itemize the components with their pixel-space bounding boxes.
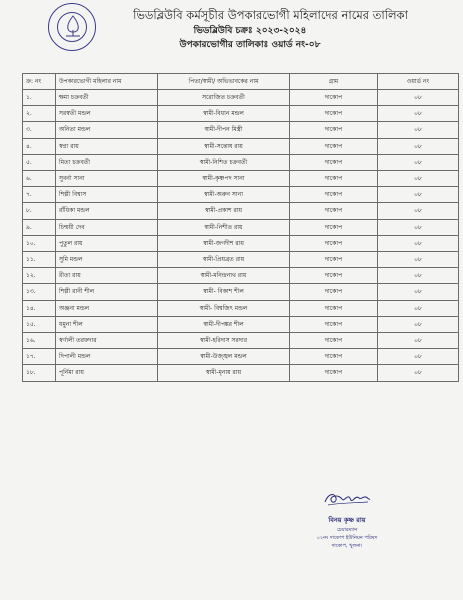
cell-beneficiary-name: মিতা চক্রবর্তী [56,154,158,170]
cell-village: দাকোপ [290,365,378,381]
cell-beneficiary-name: রাঁধিকা মন্ডল [56,203,158,219]
cell-serial: ৪. [23,138,56,154]
cell-beneficiary-name: সুমি মন্ডল [56,252,158,268]
beneficiary-list-label: উপকারভোগীর তালিকাঃ ওয়ার্ড নং-০৮ [179,40,321,50]
table-row [23,122,459,138]
signatory-address: দাকোপ, খুলনা। [331,543,363,549]
cell-guardian-name: স্বামী-কৃষ্ণপদ সানা [158,171,290,187]
cell-beneficiary-name: রীতা রায় [56,268,158,284]
col-header-serial: ক্র: নং [23,74,56,90]
table-row [23,284,459,300]
table-row [23,154,459,170]
cell-serial: ১২. [23,268,56,284]
cell-ward: ০৮ [378,106,459,122]
cell-serial: ৫. [23,154,56,170]
cell-beneficiary-name: সরস্বতী মন্ডল [56,106,158,122]
cell-guardian-name: স্বামী-বিধান মন্ডল [158,106,290,122]
cell-beneficiary-name: যমুনা শীল [56,316,158,332]
cell-guardian-name: স্বামী-মৃনায় রায় [158,365,290,381]
table-row [23,171,459,187]
cell-beneficiary-name: স্বপ্না রায় [56,138,158,154]
cell-serial: ১. [23,90,56,106]
cell-beneficiary-name: অঞ্জনা মন্ডল [56,300,158,316]
cell-guardian-name: স্বামী-প্রকাশ রায় [158,203,290,219]
table-row [23,187,459,203]
cell-beneficiary-name: দিপালী মন্ডল [56,349,158,365]
table-row [23,300,459,316]
cell-serial: ৯. [23,219,56,235]
seal-emblem-icon [62,14,84,40]
cell-village: দাকোপ [290,203,378,219]
cell-village: দাকোপ [290,284,378,300]
cell-guardian-name: স্বামী-উজ্জ্বল মন্ডল [158,349,290,365]
cell-guardian-name: স্বামী-প্রিয়ব্রত রায় [158,252,290,268]
cell-beneficiary-name: অনিতা মন্ডল [56,122,158,138]
cell-village: দাকোপ [290,171,378,187]
cell-beneficiary-name: ক্ষমা চক্রবর্তী [56,90,158,106]
cell-ward: ০৮ [378,203,459,219]
cell-village: দাকোপ [290,316,378,332]
cell-village: দাকোপ [290,219,378,235]
col-header-name: উপকারভোগী মহিলার নাম [56,74,158,90]
table-row [23,90,459,106]
table-row [23,268,459,284]
table-row [23,252,459,268]
table-row [23,333,459,349]
cell-beneficiary-name: সুবর্না সানা [56,171,158,187]
col-header-ward: ওয়ার্ড নং [378,74,459,90]
cell-serial: ২. [23,106,56,122]
cell-serial: ৩. [23,122,56,138]
cell-ward: ০৮ [378,219,459,235]
cell-guardian-name: স্বামী-সন্তোষ রায় [158,138,290,154]
cell-beneficiary-name: শিল্পী রানী শীল [56,284,158,300]
cell-guardian-name: স্বামী-মনিন্দ্রনাথ রায় [158,268,290,284]
signatory-office: ০২নং দাকোপ ইউনিয়ন পরিষদ [316,535,378,541]
cell-guardian-name: সরোজিত চক্রবর্তী [158,90,290,106]
cell-village: দাকোপ [290,333,378,349]
cell-ward: ০৮ [378,349,459,365]
cell-guardian-name: স্বামী-নিশীত রায় [158,219,290,235]
cell-ward: ০৮ [378,333,459,349]
cell-beneficiary-name: পুতুল রায় [56,235,158,251]
cell-guardian-name: স্বামী-অরুন সানা [158,187,290,203]
cell-village: দাকোপ [290,235,378,251]
document-title: ভিডব্লিউবি কর্মসূচীর উপকারভোগী মহিলাদের নামের তালিকা [133,8,408,22]
cell-ward: ০৮ [378,316,459,332]
signatory-name: বিনয় কৃষ্ণ রায় [328,516,366,524]
table-header-row [23,74,459,90]
col-header-guardian: পিতা/স্বামী/ অভিভাবকের নাম [158,74,290,90]
cell-serial: ১৩. [23,284,56,300]
cell-guardian-name: স্বামী-হরিদাস সরদার [158,333,290,349]
cell-guardian-name: স্বামী-জগদীশ রায় [158,235,290,251]
cell-village: দাকোপ [290,187,378,203]
cell-guardian-name: স্বামী- বিশ্বজিৎ মন্ডল [158,300,290,316]
cell-guardian-name: স্বামী-দীপন মিস্ত্রী [158,122,290,138]
signatory-title: চেয়ারম্যান [336,527,358,533]
cell-village: দাকোপ [290,106,378,122]
union-parishad-seal [48,3,96,51]
table-row [23,235,459,251]
cell-serial: ৮. [23,203,56,219]
cell-village: দাকোপ [290,154,378,170]
table-row [23,365,459,381]
cell-ward: ০৮ [378,138,459,154]
cell-serial: ৬. [23,171,56,187]
cell-serial: ১৮. [23,365,56,381]
cell-village: দাকোপ [290,138,378,154]
chairman-signature [322,488,372,510]
cell-serial: ৭. [23,187,56,203]
cell-village: দাকোপ [290,122,378,138]
cell-guardian-name: স্বামী-দীপঙ্কর শীল [158,316,290,332]
cell-serial: ১০. [23,235,56,251]
cell-serial: ১৫. [23,316,56,332]
cell-village: দাকোপ [290,90,378,106]
cell-ward: ০৮ [378,154,459,170]
cell-ward: ০৮ [378,300,459,316]
cell-ward: ০৮ [378,235,459,251]
table-row [23,349,459,365]
cell-beneficiary-name: শিল্পী বিশ্বাস [56,187,158,203]
cell-serial: ১১. [23,252,56,268]
cell-serial: ১৬. [23,333,56,349]
cell-ward: ০৮ [378,90,459,106]
cell-ward: ০৮ [378,171,459,187]
col-header-village: গ্রাম [290,74,378,90]
cell-ward: ০৮ [378,122,459,138]
cell-ward: ০৮ [378,252,459,268]
cell-ward: ০৮ [378,268,459,284]
cell-ward: ০৮ [378,365,459,381]
cell-guardian-name: স্বামী-নিশিত চক্রবর্তী [158,154,290,170]
table-row [23,138,459,154]
cell-village: দাকোপ [290,252,378,268]
cell-serial: ১৪. [23,300,56,316]
table-row [23,203,459,219]
table-row [23,106,459,122]
cell-serial: ১৭. [23,349,56,365]
table-row [23,219,459,235]
cell-village: দাকোপ [290,300,378,316]
cell-village: দাকোপ [290,268,378,284]
cycle-subtitle: ভিডব্লিউবি চক্রঃ ২০২৩-২০২৪ [193,26,307,36]
cell-beneficiary-name: পূর্নিমা রায় [56,365,158,381]
cell-village: দাকোপ [290,349,378,365]
cell-beneficiary-name: চিন্ময়ী দেব [56,219,158,235]
cell-beneficiary-name: স্বর্ণালী তরফদার [56,333,158,349]
table-row [23,316,459,332]
cell-guardian-name: স্বামী- বিকাশ শীল [158,284,290,300]
cell-ward: ০৮ [378,284,459,300]
cell-ward: ০৮ [378,187,459,203]
beneficiary-table [22,73,459,382]
